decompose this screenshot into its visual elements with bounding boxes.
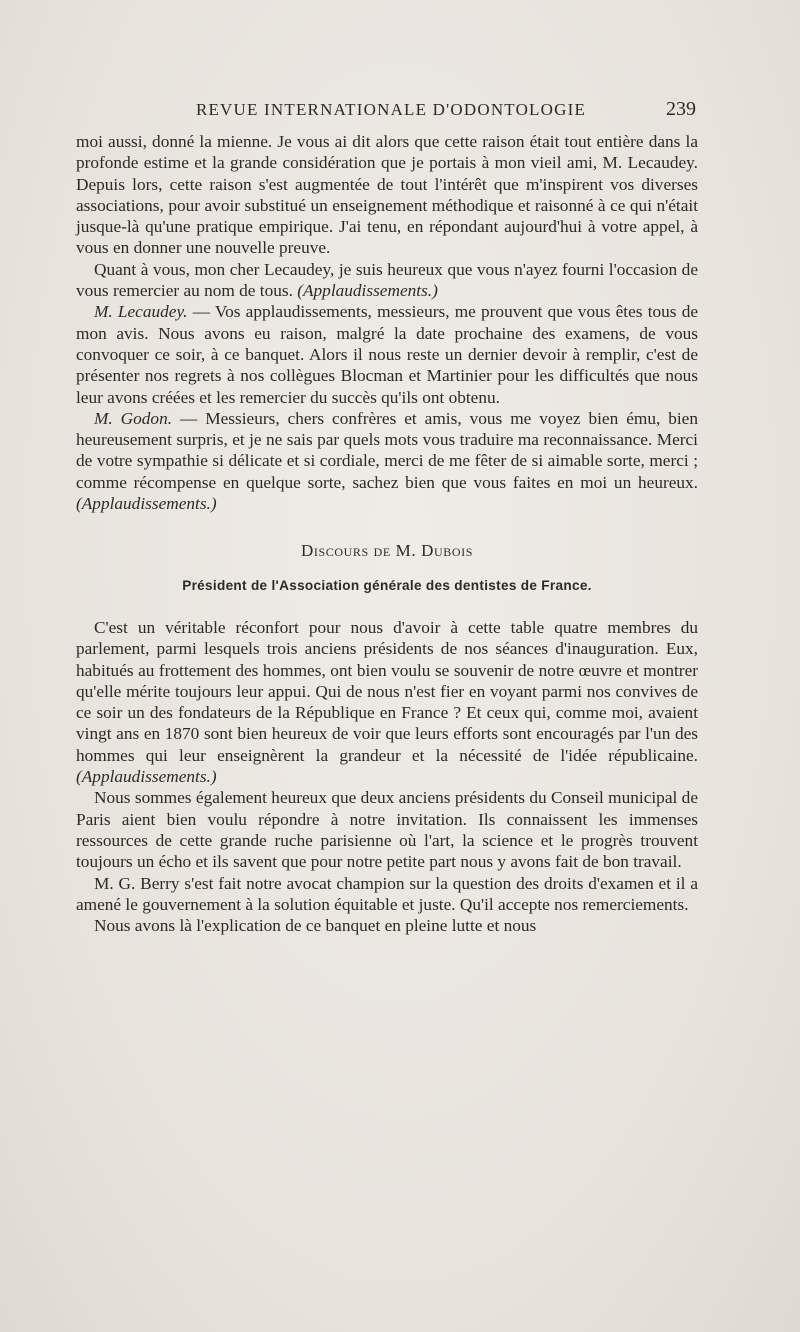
- paragraph: [76, 408, 698, 514]
- paragraph: [76, 131, 698, 259]
- applause-note: (Applaudissements.): [76, 767, 217, 787]
- body-text: [76, 131, 698, 936]
- paragraph: [76, 301, 698, 407]
- section-title: Discours de M. Dubois: [301, 541, 473, 561]
- running-title: REVUE INTERNATIONALE D'ODONTOLOGIE: [195, 100, 587, 119]
- paragraph: [76, 873, 698, 916]
- paragraph-text: moi aussi, donné la mienne. Je vous ai dit alors que cette raison était tout entière dans la profonde estime et la grande considération que je portais à mon vieil ami, M. Lecaudey. Depuis lors, cette raison s'est augmentée de tout l'intérêt que m'inspirent vos diverses associations, pour avoir substitué un enseignement méthodique et raisonné à ce qui n'était jusque-là qu'une pratique empirique. J'ai tenu, en répondant aujourd'hui à votre appel, à vous en donner une nouvelle preuve.: [76, 132, 698, 258]
- paragraph-text: Quant à vous, mon cher Lecaudey, je suis heureux que vous n'ayez fourni l'occasion de vous remercier au nom de tous.: [76, 259, 698, 301]
- applause-note: (Applaudissements.): [297, 281, 438, 301]
- paragraph: [76, 915, 698, 936]
- paragraph-text: Nous sommes également heureux que deux anciens présidents du Conseil municipal de Paris aient bien voulu répondre à notre invitation. Ils connaissent les immenses ressources de cette grande ruche parisienne où l'art, la science et le progrès trouvent toujours un écho et ils savent que pour notre petite part nous y avons fait de bon travail.: [76, 788, 698, 872]
- paragraph-text: Nous avons là l'explication de ce banquet en pleine lutte et nous: [94, 916, 537, 936]
- paragraph-text: — Messieurs, chers confrères et amis, vous me voyez bien ému, bien heureusement surpris, et je ne sais par quels mots vous traduire ma reconnaissance. Merci de votre sympathie si délicate et si cordiale, merci de me fêter de si aimable sorte, merci ; comme récompense en quelque sorte, sachez bien que vous faites en moi un heureux.: [76, 408, 698, 492]
- paragraph: [76, 259, 698, 302]
- speaker-name: M. Godon.: [94, 408, 173, 428]
- running-header: [76, 98, 696, 121]
- paragraph-text: — Vos applaudissements, messieurs, me prouvent que vous êtes tous de mon avis. Nous avons eu raison, malgré la date prochaine des examens, de vous convoquer ce soir, à ce banquet. Alors il nous reste un dernier devoir à remplir, c'est de présenter nos regrets à nos collègues Blocman et Martinier pour les difficultés que nous leur avons créées et les remercier du succès qu'ils ont obtenu.: [76, 302, 699, 407]
- speaker-name: M. Lecaudey.: [94, 302, 188, 322]
- page-number: 239: [666, 98, 696, 120]
- section-subtitle: Président de l'Association générale des dentistes de France.: [182, 577, 592, 593]
- paragraph: [76, 787, 698, 872]
- paragraph: [76, 617, 698, 787]
- paragraph-text: M. G. Berry s'est fait notre avocat champion sur la question des droits d'examen et il a amené le gouvernement à la solution équitable et juste. Qu'il accepte nos remerciements.: [76, 873, 698, 914]
- paragraph-text: C'est un véritable réconfort pour nous d'avoir à cette table quatre membres du parlement, parmi lesquels trois anciens présidents de nos séances d'inauguration. Eux, habitués au frottement des hommes, ont bien voulu se souvenir de notre œuvre et montrer qu'elle mérite toujours leur appui. Qui de nous n'est fier en voyant parmi nos convives de ce soir un des fondateurs de la République en France ? Et ceux qui, comme moi, avaient vingt ans en 1870 sont bien heureux de voir que leurs efforts sont encouragés par l'un des hommes qui leur enseignèrent la grandeur et la nécessité de l'idée républicaine.: [76, 617, 698, 765]
- applause-note: (Applaudissements.): [76, 494, 217, 514]
